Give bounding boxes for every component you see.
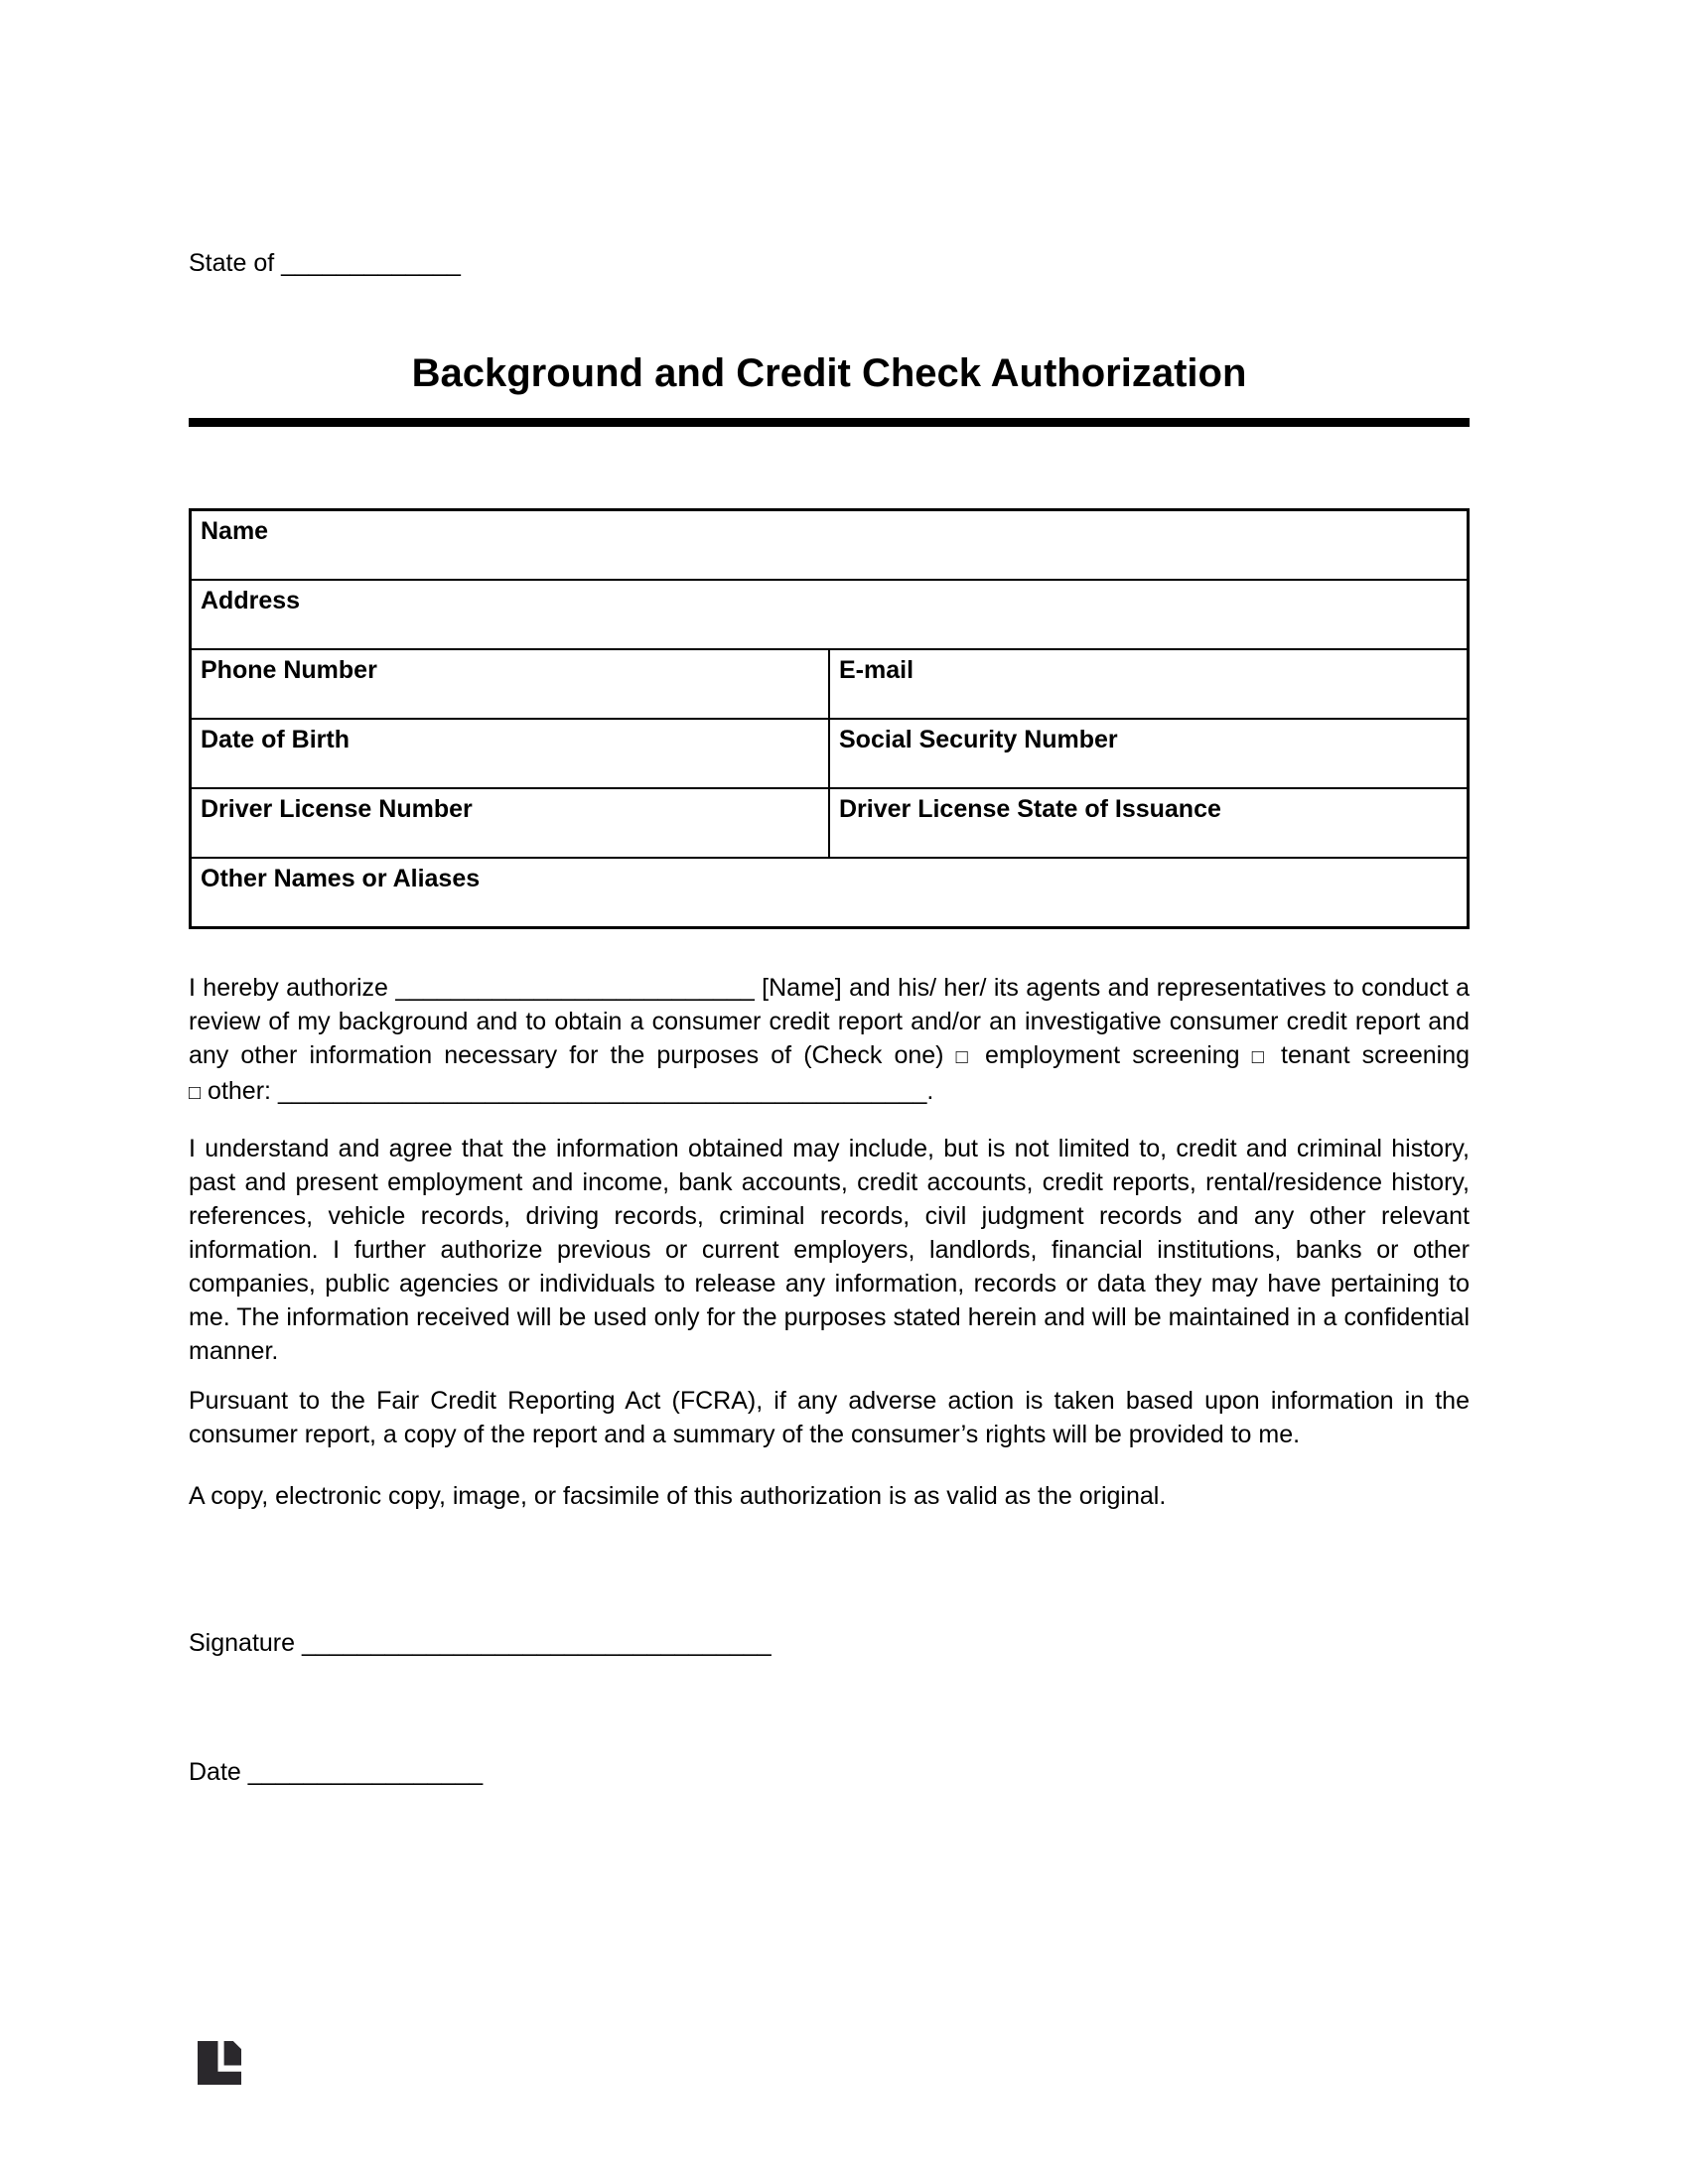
authorized-name-blank[interactable]: __________________________ (395, 974, 755, 1002)
driver-license-state-label: Driver License State of Issuance (839, 795, 1221, 823)
table-row (191, 788, 1469, 858)
sentence-period: . (926, 1077, 934, 1105)
phone-field-label: Phone Number (201, 656, 377, 684)
table-row (191, 649, 1469, 719)
date-blank[interactable]: _________________ (247, 1758, 484, 1786)
title-rule (189, 418, 1470, 427)
applicant-info-table (189, 508, 1470, 929)
address-field[interactable] (191, 580, 1469, 649)
aliases-field[interactable] (191, 858, 1469, 928)
state-of-blank[interactable]: _____________ (281, 249, 461, 277)
authorization-lead: I hereby authorize (189, 974, 388, 1002)
date-line (189, 1755, 1470, 1789)
name-field-label: Name (201, 517, 269, 545)
other-option (189, 1077, 271, 1105)
other-label: other: (208, 1077, 271, 1105)
driver-license-number-label: Driver License Number (201, 795, 473, 823)
table-row (191, 580, 1469, 649)
tenant-screening-checkbox[interactable]: □ (1251, 1046, 1269, 1068)
employment-screening-label: employment screening (984, 1041, 1240, 1069)
state-of-label: State of (189, 249, 275, 277)
understand-paragraph: I understand and agree that the information obtained may include, but is not limited to, credit and criminal history, past and present employment and income, bank accounts, credit accounts, credit reports, rental/residence history, references, vehicle records, driving records, criminal records, civil judgment records and any other relevant information. I further authorize previous or current employers, landlords, financial institutions, banks or other companies, public agencies or individuals to release any information, records or data they may have pertaining to me. The information received will be used only for the purposes stated herein and will be maintained in a confidential manner. (189, 1135, 1470, 1365)
driver-license-state-field[interactable] (829, 788, 1469, 858)
other-checkbox[interactable]: □ (189, 1082, 202, 1104)
signature-blank[interactable]: __________________________________ (301, 1629, 772, 1657)
legal-templates-logo-icon (198, 2041, 241, 2085)
aliases-field-label: Other Names or Aliases (201, 865, 481, 892)
dob-field[interactable] (191, 719, 830, 788)
employment-screening-option (956, 1041, 1240, 1069)
phone-field[interactable] (191, 649, 830, 719)
name-field[interactable] (191, 510, 1469, 581)
address-field-label: Address (201, 587, 301, 614)
other-blank[interactable]: _______________________________________________ (277, 1077, 927, 1105)
page-title: Background and Credit Check Authorization (411, 351, 1247, 395)
state-of-line (189, 246, 1470, 280)
table-row (191, 510, 1469, 581)
driver-license-number-field[interactable] (191, 788, 830, 858)
signature-label: Signature (189, 1629, 296, 1657)
email-field[interactable] (829, 649, 1469, 719)
copy-validity-paragraph: A copy, electronic copy, image, or facsimile of this authorization is as valid as the original. (189, 1482, 1167, 1510)
table-row (191, 858, 1469, 928)
fcra-paragraph: Pursuant to the Fair Credit Reporting Act (FCRA), if any adverse action is taken based upon information in the consumer report, a copy of the report and a summary of the consumer’s rights will be provided to me. (189, 1387, 1470, 1448)
tenant-screening-option (1252, 1041, 1470, 1069)
table-row (191, 719, 1469, 788)
employment-screening-checkbox[interactable]: □ (955, 1046, 973, 1068)
authorization-body: [Name] and his/ her/ its agents and representatives to conduct a review of my background and to obtain a consumer credit report and/or an investigative consumer credit report and any other information necessary for the purposes of (Check one) (189, 974, 1470, 1069)
date-label: Date (189, 1758, 241, 1786)
email-field-label: E-mail (839, 656, 914, 684)
authorization-paragraph (189, 971, 1470, 1110)
ssn-field[interactable] (829, 719, 1469, 788)
tenant-screening-label: tenant screening (1281, 1041, 1471, 1069)
dob-field-label: Date of Birth (201, 726, 350, 753)
logo-page-shape (224, 2041, 241, 2066)
signature-line (189, 1626, 1470, 1660)
ssn-field-label: Social Security Number (839, 726, 1118, 753)
